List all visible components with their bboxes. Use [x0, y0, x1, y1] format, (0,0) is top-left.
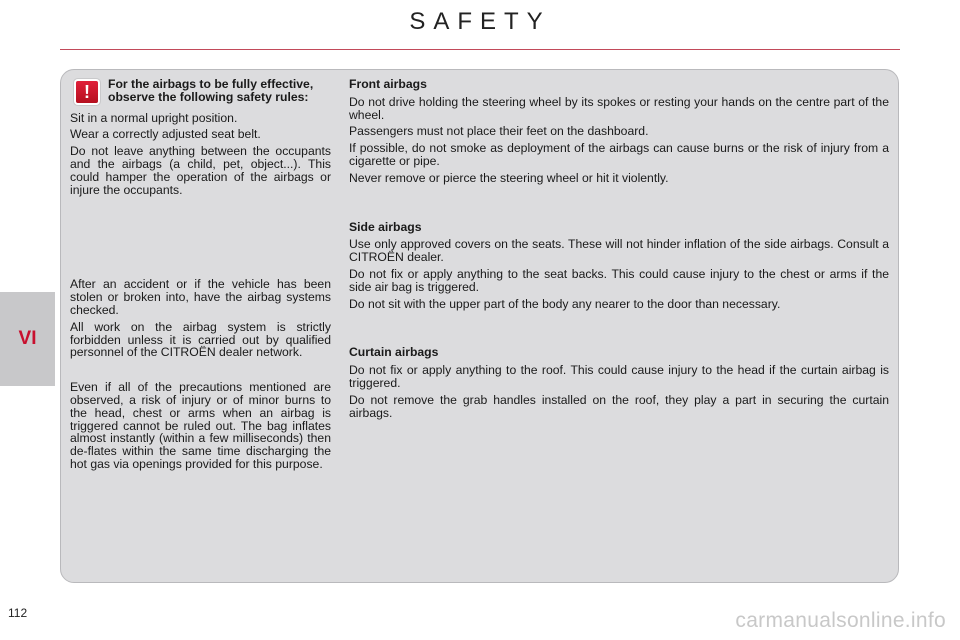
- front-airbags-item: If possible, do not smoke as deployment of the airbags can cause burns or the risk of injury from a cigarette or pipe.: [349, 141, 889, 168]
- chapter-tab-label: VI: [18, 328, 37, 349]
- side-airbags-item: Do not fix or apply anything to the seat backs. This could cause injury to the chest or arms if the side air bag is triggered.: [349, 266, 889, 294]
- watermark: carmanualsonline.info: [735, 609, 946, 632]
- front-airbags-title: Front airbags: [349, 77, 427, 91]
- after-accident-text: After an accident or if the vehicle has been stolen or broken into, have the airbag systems checked.: [70, 277, 331, 317]
- rule-item: Sit in a normal upright position.: [70, 110, 238, 125]
- page-number: 112: [8, 606, 28, 620]
- chapter-tab: [0, 292, 55, 386]
- curtain-airbags-item: Do not fix or apply anything to the roof. This could cause injury to the head if the curtain airbag is triggered.: [349, 363, 889, 390]
- title-divider: [60, 49, 900, 50]
- side-airbags-item: Do not sit with the upper part of the body any nearer to the door than necessary.: [349, 296, 781, 311]
- curtain-airbags-item: Do not remove the grab handles installed on the roof, they play a part in securing the curtain airbags.: [349, 392, 889, 420]
- warning-title: For the airbags to be fully effective, observe the following safety rules:: [108, 77, 314, 104]
- side-airbags-item: Use only approved covers on the seats. These will not hinder inflation of the side airbags. Consult a CITROËN dealer.: [349, 237, 889, 265]
- exclamation-icon: !: [76, 81, 98, 103]
- right-column: [349, 78, 889, 423]
- front-airbags-item: Do not drive holding the steering wheel by its spokes or resting your hands on the centre part of the wheel.: [349, 94, 889, 122]
- front-airbags-item: Never remove or pierce the steering wheel or hit it violently.: [349, 170, 669, 185]
- side-airbags-title: Side airbags: [349, 219, 422, 234]
- warning-block: [70, 78, 331, 104]
- front-airbags-item: Passengers must not place their feet on the dashboard.: [349, 124, 649, 139]
- rule-item: Wear a correctly adjusted seat belt.: [70, 127, 261, 142]
- left-column: [70, 78, 331, 475]
- rule-item: Do not leave anything between the occupants and the airbags (a child, pet, object...). This could hamper the operation of the airbags or injure the occupants.: [70, 144, 331, 197]
- precautions-text: Even if all of the precautions mentioned are observed, a risk of injury or of minor burns to the head, chest or arms when an airbag is triggered cannot be ruled out. The bag inflates almost instantly (within a few milliseconds) then de-flates within the same time discharging the hot gas via openings provided for this purpose.: [70, 380, 331, 471]
- page-title: SAFETY: [409, 8, 551, 35]
- after-accident-text: All work on the airbag system is strictly forbidden unless it is carried out by qualified personnel of the CITROËN dealer network.: [70, 319, 331, 360]
- curtain-airbags-title: Curtain airbags: [349, 345, 439, 360]
